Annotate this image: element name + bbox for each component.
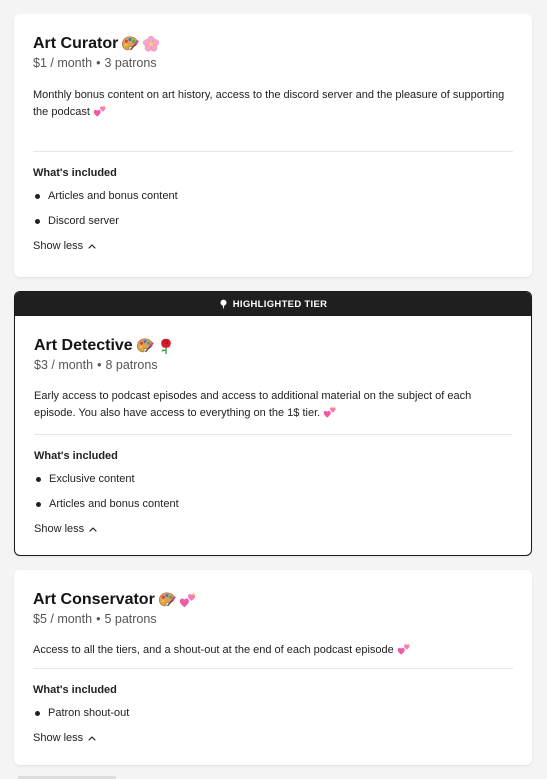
tier-price-line [33, 56, 513, 70]
benefit-item: Patron shout-out [33, 701, 513, 726]
two-hearts-icon [323, 405, 337, 419]
tier-description-text: Monthly bonus content on art history, access to the discord server and the pleasure of supporting the podcast [33, 89, 505, 118]
patron-count: 3 patrons [104, 56, 157, 70]
two-hearts-icon [397, 642, 411, 656]
divider [33, 151, 513, 152]
two-hearts-icon [93, 104, 107, 118]
rose-icon [157, 337, 175, 355]
tier-price: $5 / month [33, 612, 93, 626]
benefit-item: Exclusive content [34, 467, 512, 492]
show-less-button[interactable] [34, 523, 97, 535]
tier-description-text: Early access to podcast episodes and access to additional material on the subject of each episode. You also have access to everything on the 1$ tier. [34, 390, 472, 419]
tier-description [33, 642, 513, 659]
tier-name: Art Curator [33, 35, 119, 52]
whats-included-heading: What's included [34, 450, 118, 462]
tier-card-art-curator[interactable] [14, 14, 532, 277]
show-less-button[interactable] [33, 240, 96, 252]
divider [33, 668, 513, 669]
artist-palette-icon [158, 591, 176, 609]
benefits-list [33, 184, 513, 234]
show-less-button[interactable] [33, 732, 96, 744]
benefits-list [33, 701, 513, 726]
whats-included-heading: What's included [33, 684, 117, 696]
show-less-label: Show less [33, 732, 84, 744]
tier-card-art-conservator[interactable] [14, 570, 532, 765]
two-hearts-icon [179, 591, 197, 609]
patron-count: 5 patrons [104, 612, 157, 626]
tier-card-art-detective[interactable] [14, 291, 532, 556]
chevron-up-icon [88, 243, 96, 249]
tier-name: Art Conservator [33, 591, 155, 608]
whats-included-heading: What's included [33, 167, 117, 179]
separator-dot: • [96, 56, 101, 70]
artist-palette-icon [121, 35, 139, 53]
chevron-up-icon [89, 526, 97, 532]
tier-title [33, 33, 513, 55]
show-less-label: Show less [34, 523, 85, 535]
highlighted-tier-banner [15, 292, 531, 316]
benefit-item: Discord server [33, 209, 513, 234]
tier-price: $1 / month [33, 56, 93, 70]
tier-price-line [34, 358, 512, 372]
benefit-item: Articles and bonus content [33, 184, 513, 209]
tier-description [34, 388, 512, 422]
show-less-label: Show less [33, 240, 84, 252]
tier-name: Art Detective [34, 337, 133, 354]
benefits-list [34, 467, 512, 517]
tier-description [33, 87, 513, 121]
separator-dot: • [96, 612, 101, 626]
banner-label: HIGHLIGHTED TIER [232, 298, 328, 310]
tier-price: $3 / month [34, 358, 94, 372]
cherry-blossom-icon [142, 35, 160, 53]
chevron-up-icon [88, 735, 96, 741]
benefit-item: Articles and bonus content [34, 492, 512, 517]
tier-title [33, 589, 513, 611]
tier-price-line [33, 612, 513, 626]
pin-icon [219, 299, 228, 310]
tier-title [34, 335, 512, 357]
patron-count: 8 patrons [105, 358, 158, 372]
artist-palette-icon [136, 337, 154, 355]
tier-description-text: Access to all the tiers, and a shout-out at the end of each podcast episode [33, 644, 394, 656]
divider [34, 434, 512, 435]
separator-dot: • [97, 358, 102, 372]
